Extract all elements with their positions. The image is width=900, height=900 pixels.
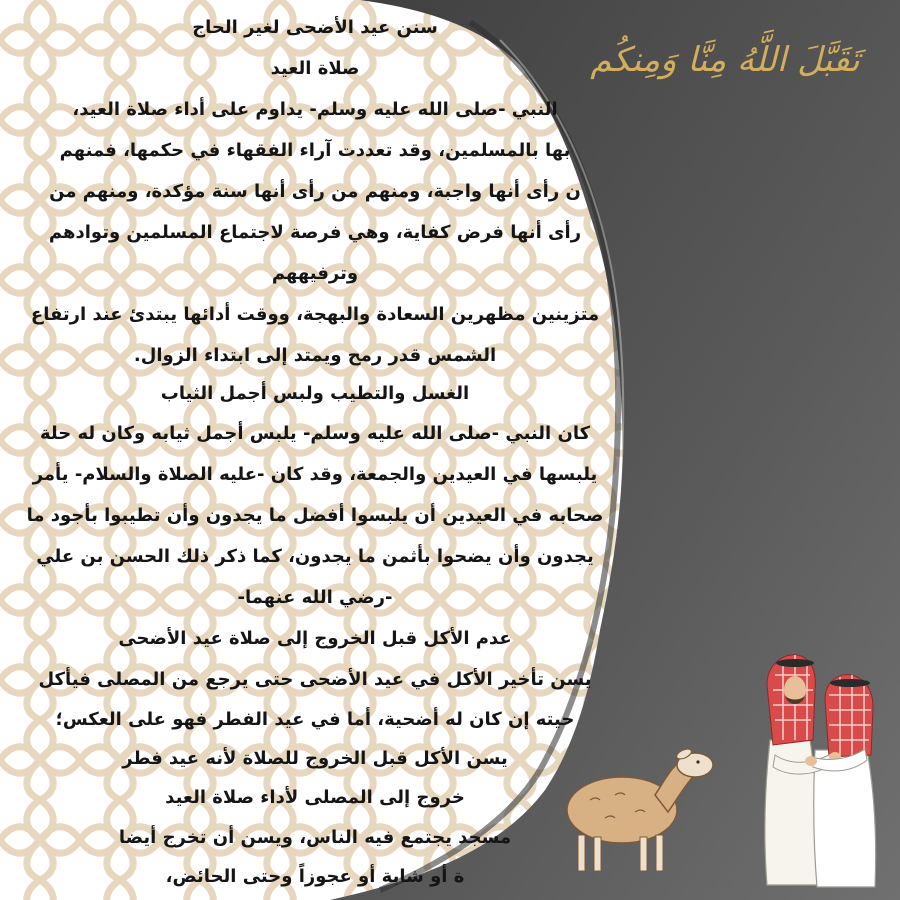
text-line: النبي -صلى الله عليه وسلم- يداوم على أداء صلاة العيد،: [72, 99, 558, 120]
article-heading: سنن عيد الأضحى لغير الحاج: [192, 17, 438, 38]
sheep-eye: [696, 760, 699, 763]
man-headscarf: [825, 675, 873, 757]
text-line: يجدون وأن يضحوا بأثمن ما يجدون، كما ذكر ذلك الحسن بن علي: [36, 546, 594, 567]
text-line: حيته إن كان له أضحية، أما في عيد الفطر فهو على العكس؛: [55, 709, 575, 730]
text-line: يسن الأكل قبل الخروج للصلاة لأنه عيد فطر: [122, 748, 508, 769]
text-line: يلبسها في العيدين والجمعة، وقد كان -عليه الصلاة والسلام- يأمر: [32, 464, 598, 485]
text-line: وترفيههم: [271, 263, 359, 284]
men-embracing-illustration: [755, 645, 885, 890]
text-line: رأى أنها فرض كفاية، وهي فرصة لاجتماع المسلمين وتوادهم: [48, 222, 582, 243]
text-line: مسجد يجتمع فيه الناس، ويسن أن تخرج أيضا: [118, 827, 512, 848]
section-heading: خروج إلى المصلى لأداء صلاة العيد: [165, 787, 465, 808]
sheep-leg: [640, 837, 647, 871]
section-heading: الغسل والتطيب ولبس أجمل الثياب: [160, 383, 470, 404]
text-line: كان النبي -صلى الله عليه وسلم- يلبس أجمل ثيابه وكان له حلة: [39, 423, 591, 444]
text-line: -رضي الله عنهما-: [237, 587, 393, 608]
sheep-leg: [578, 835, 585, 871]
eid-greeting-calligraphy: تَقَبَّلَ اللَّهُ مِنَّا وَمِنكُم: [590, 40, 860, 80]
section-heading: عدم الأكل قبل الخروج إلى صلاة عيد الأضحى: [118, 628, 512, 649]
section-heading: صلاة العيد: [270, 58, 360, 79]
sheep-leg: [656, 835, 663, 871]
hand: [805, 756, 817, 766]
text-line: يسن تأخير الأكل في عيد الأضحى حتى يرجع من المصلى فيأكل: [38, 669, 592, 690]
man-agal: [830, 679, 870, 687]
sheep-leg: [594, 837, 601, 871]
sheep-illustration: [560, 740, 720, 875]
text-line: الشمس قدر رمح ويمتد إلى ابتداء الزوال.: [133, 345, 497, 366]
text-line: صحابه في العيدين أن يلبسوا أفضل ما يجدون وأن تطيبوا بأجود ما: [26, 505, 604, 526]
text-line: متزينين مظهرين السعادة والبهجة، ووقت أدائها يبتدئ عند ارتفاع: [30, 304, 600, 325]
text-line: بها بالمسلمين، وقد تعددت آراء الفقهاء في حكمها، فمنهم: [59, 140, 571, 161]
text-line: ة أو شابة أو عجوزاً وحتى الحائض،: [165, 866, 465, 887]
article-text: [0, 14, 650, 900]
text-line: ن رأى أنها واجبة، ومنهم من رأى أنها سنة مؤكدة، ومنهم من: [49, 181, 581, 202]
man-agal: [776, 659, 814, 667]
